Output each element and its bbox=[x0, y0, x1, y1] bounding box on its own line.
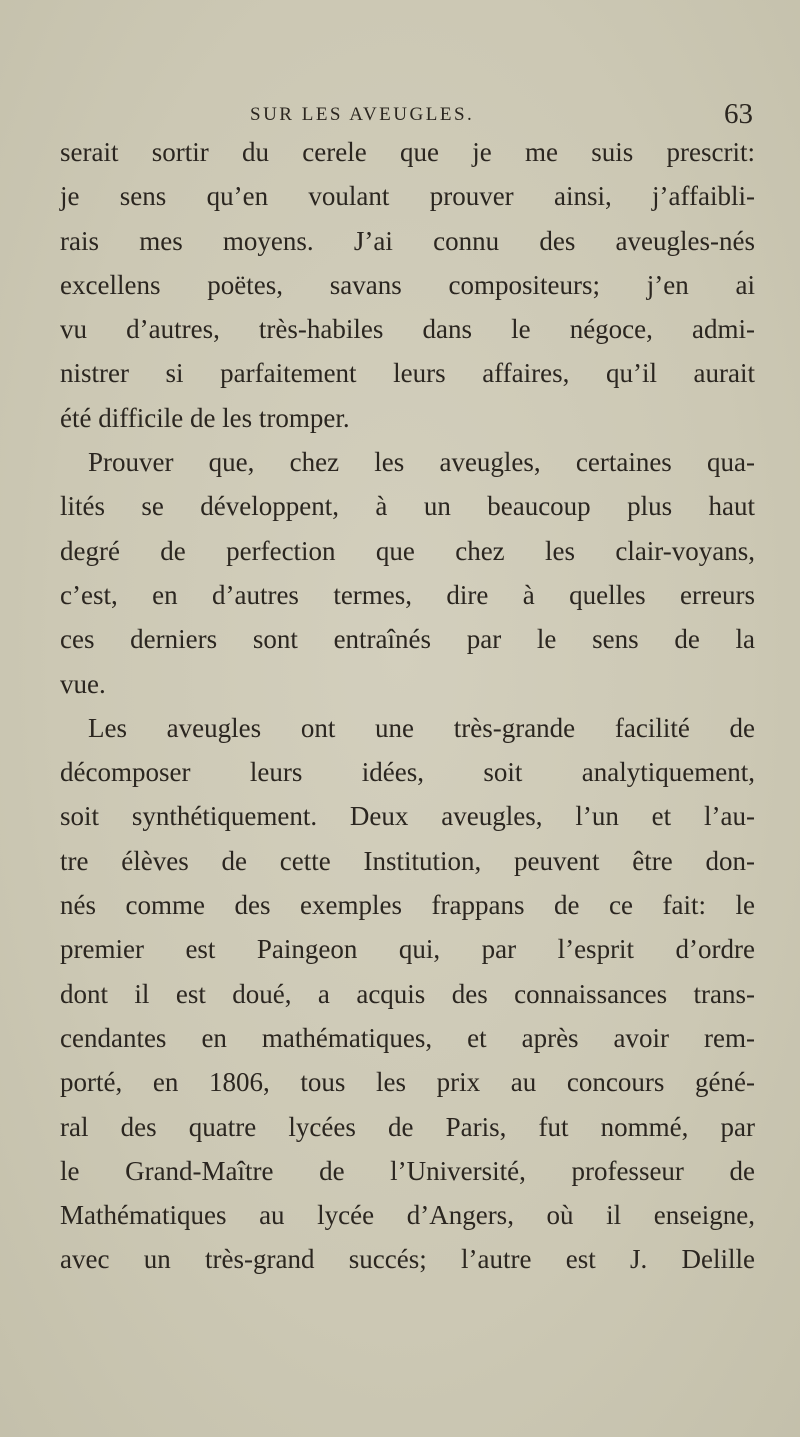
text-line: le Grand-Maître de l’Université, professeur de bbox=[60, 1155, 755, 1186]
text-line: c’est, en d’autres termes, dire à quelles erreurs bbox=[60, 579, 755, 610]
page-header bbox=[60, 98, 755, 134]
text-line: porté, en 1806, tous les prix au concours géné- bbox=[60, 1067, 755, 1098]
text-line: excellens poëtes, savans compositeurs; j’en ai bbox=[60, 269, 755, 300]
text-line: dont il est doué, a acquis des connaissances trans- bbox=[60, 978, 755, 1009]
text-line: lités se développent, à un beaucoup plus haut bbox=[60, 491, 755, 522]
text-line: rais mes moyens. J’ai connu des aveugles-nés bbox=[60, 225, 755, 256]
text-line: ral des quatre lycées de Paris, fut nommé, par bbox=[60, 1111, 755, 1142]
body-text bbox=[60, 130, 755, 1282]
page-number: 63 bbox=[724, 98, 753, 130]
text-line: serait sortir du cerele que je me suis prescrit: bbox=[60, 137, 755, 167]
text-line: cendantes en mathématiques, et après avoir rem- bbox=[60, 1022, 755, 1053]
text-line: nés comme des exemples frappans de ce fait: le bbox=[60, 890, 755, 921]
text-line: vu d’autres, très-habiles dans le négoce, admi- bbox=[60, 314, 755, 345]
text-line: Les aveugles ont une très-grande facilité de bbox=[88, 712, 755, 743]
text-line: nistrer si parfaitement leurs affaires, qu’il aurait bbox=[60, 358, 755, 389]
text-line: soit synthétiquement. Deux aveugles, l’un et l’au- bbox=[60, 801, 755, 832]
text-line: degré de perfection que chez les clair-voyans, bbox=[60, 535, 755, 566]
text-line: décomposer leurs idées, soit analytiquement, bbox=[60, 757, 755, 788]
text-line: Prouver que, chez les aveugles, certaines qua- bbox=[88, 447, 755, 478]
text-line: premier est Paingeon qui, par l’esprit d’ordre bbox=[60, 934, 755, 965]
text-line: vue. bbox=[60, 668, 106, 699]
text-line: été difficile de les tromper. bbox=[60, 402, 350, 433]
text-line: je sens qu’en voulant prouver ainsi, j’affaibli- bbox=[60, 181, 755, 212]
text-line: avec un très-grand succés; l’autre est J. Delille bbox=[60, 1244, 755, 1275]
text-line: tre élèves de cette Institution, peuvent être don- bbox=[60, 845, 755, 876]
text-line: ces derniers sont entraînés par le sens de la bbox=[60, 624, 755, 655]
text-line: Mathématiques au lycée d’Angers, où il enseigne, bbox=[60, 1200, 755, 1231]
running-title: SUR LES AVEUGLES. bbox=[250, 104, 475, 125]
